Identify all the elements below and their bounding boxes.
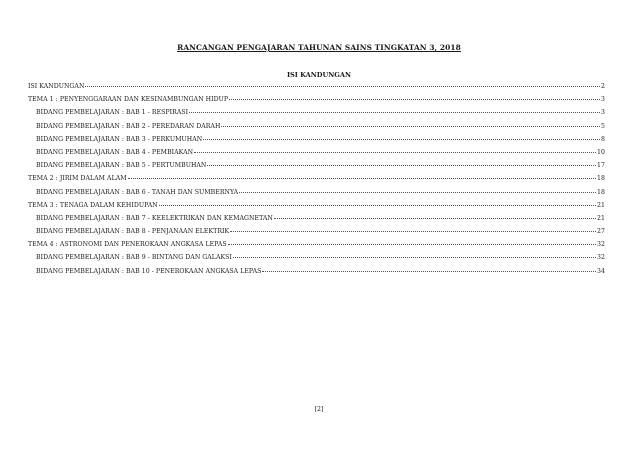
toc-entry-page: 18: [597, 175, 605, 183]
dot-leader: [203, 139, 600, 140]
toc-entry-label: ISI KANDUNGAN: [28, 83, 85, 90]
toc-entry-page: 17: [597, 162, 605, 170]
toc-entry-page: 10: [597, 148, 605, 156]
dot-leader: [233, 257, 596, 258]
toc-entry-page: 27: [597, 228, 605, 236]
toc-entry[interactable]: [28, 136, 605, 149]
toc-entry-label: BIDANG PEMBELAJARAN : BAB 6 - TANAH DAN SUMBERNYA: [36, 188, 239, 196]
toc-entry-label: BIDANG PEMBELAJARAN : BAB 9 - BINTANG DAN GALAKSI: [36, 254, 232, 262]
dot-leader: [274, 218, 596, 219]
toc-entry[interactable]: [28, 162, 605, 175]
dot-leader: [221, 126, 600, 127]
toc-entry-page: 34: [597, 267, 605, 275]
toc-entry-label: BIDANG PEMBELAJARAN : BAB 1 - RESPIRASI: [36, 109, 189, 117]
toc-entry-page: 18: [597, 188, 605, 196]
dot-leader: [128, 178, 596, 179]
toc-entry-label: TEMA 4 : ASTRONOMI DAN PENEROKAAN ANGKASA LEPAS: [28, 241, 227, 249]
dot-leader: [189, 112, 600, 113]
toc-entry[interactable]: [28, 109, 605, 122]
dot-leader: [229, 99, 600, 100]
toc-entry[interactable]: [28, 202, 605, 215]
toc-entry-page: 5: [601, 122, 605, 130]
toc-entry-page: 21: [597, 201, 605, 209]
toc-entry-label: TEMA 3 : TENAGA DALAM KEHIDUPAN: [28, 201, 158, 209]
toc-entry[interactable]: [28, 83, 605, 96]
toc-entry-page: 21: [597, 214, 605, 222]
table-of-contents: [28, 83, 605, 281]
dot-leader: [230, 231, 596, 232]
toc-entry-page: 8: [601, 135, 605, 143]
toc-entry[interactable]: [28, 241, 605, 254]
toc-entry-label: BIDANG PEMBELAJARAN : BAB 10 - PENEROKAAN ANGKASA LEPAS: [36, 267, 262, 275]
toc-entry-page: 32: [597, 254, 605, 262]
toc-entry[interactable]: [28, 228, 605, 241]
dot-leader: [194, 152, 596, 153]
toc-entry-label: BIDANG PEMBELAJARAN : BAB 3 - PERKUMUHAN: [36, 135, 203, 143]
toc-entry[interactable]: [28, 123, 605, 136]
toc-entry[interactable]: [28, 149, 605, 162]
toc-entry-page: 3: [601, 96, 605, 104]
dot-leader: [262, 271, 596, 272]
toc-entry-label: BIDANG PEMBELAJARAN : BAB 5 - PERTUMBUHAN: [36, 162, 207, 170]
toc-entry-label: BIDANG PEMBELAJARAN : BAB 7 - KEELEKTRIKAN DAN KEMAGNETAN: [36, 214, 273, 222]
toc-entry[interactable]: [28, 175, 605, 188]
document-title: RANCANGAN PENGAJARAN TAHUNAN SAINS TINGKATAN 3, 2018: [177, 43, 461, 52]
toc-entry-label: BIDANG PEMBELAJARAN : BAB 8 - PENJANAAN ELEKTRIK: [36, 228, 230, 236]
toc-entry-label: BIDANG PEMBELAJARAN : BAB 2 - PEREDARAN DARAH: [36, 122, 221, 130]
toc-entry-page: 3: [601, 109, 605, 117]
dot-leader: [228, 244, 596, 245]
dot-leader: [159, 205, 596, 206]
toc-entry-label: TEMA 2 : JIRIM DALAM ALAM: [28, 175, 127, 183]
dot-leader: [207, 165, 596, 166]
toc-entry[interactable]: [28, 189, 605, 202]
dot-leader: [85, 86, 600, 87]
toc-entry-page: 2: [601, 83, 605, 90]
toc-entry[interactable]: [28, 254, 605, 267]
toc-entry-label: TEMA 1 : PENYENGGARAAN DAN KESINAMBUNGAN HIDUP: [28, 96, 229, 104]
toc-entry-page: 32: [597, 241, 605, 249]
toc-entry[interactable]: [28, 215, 605, 228]
toc-entry[interactable]: [28, 268, 605, 281]
dot-leader: [239, 192, 596, 193]
toc-entry[interactable]: [28, 96, 605, 109]
page-number: [2]: [314, 406, 324, 413]
toc-entry-label: BIDANG PEMBELAJARAN : BAB 4 - PEMBIAKAN: [36, 148, 194, 156]
toc-heading: ISI KANDUNGAN: [286, 71, 352, 79]
